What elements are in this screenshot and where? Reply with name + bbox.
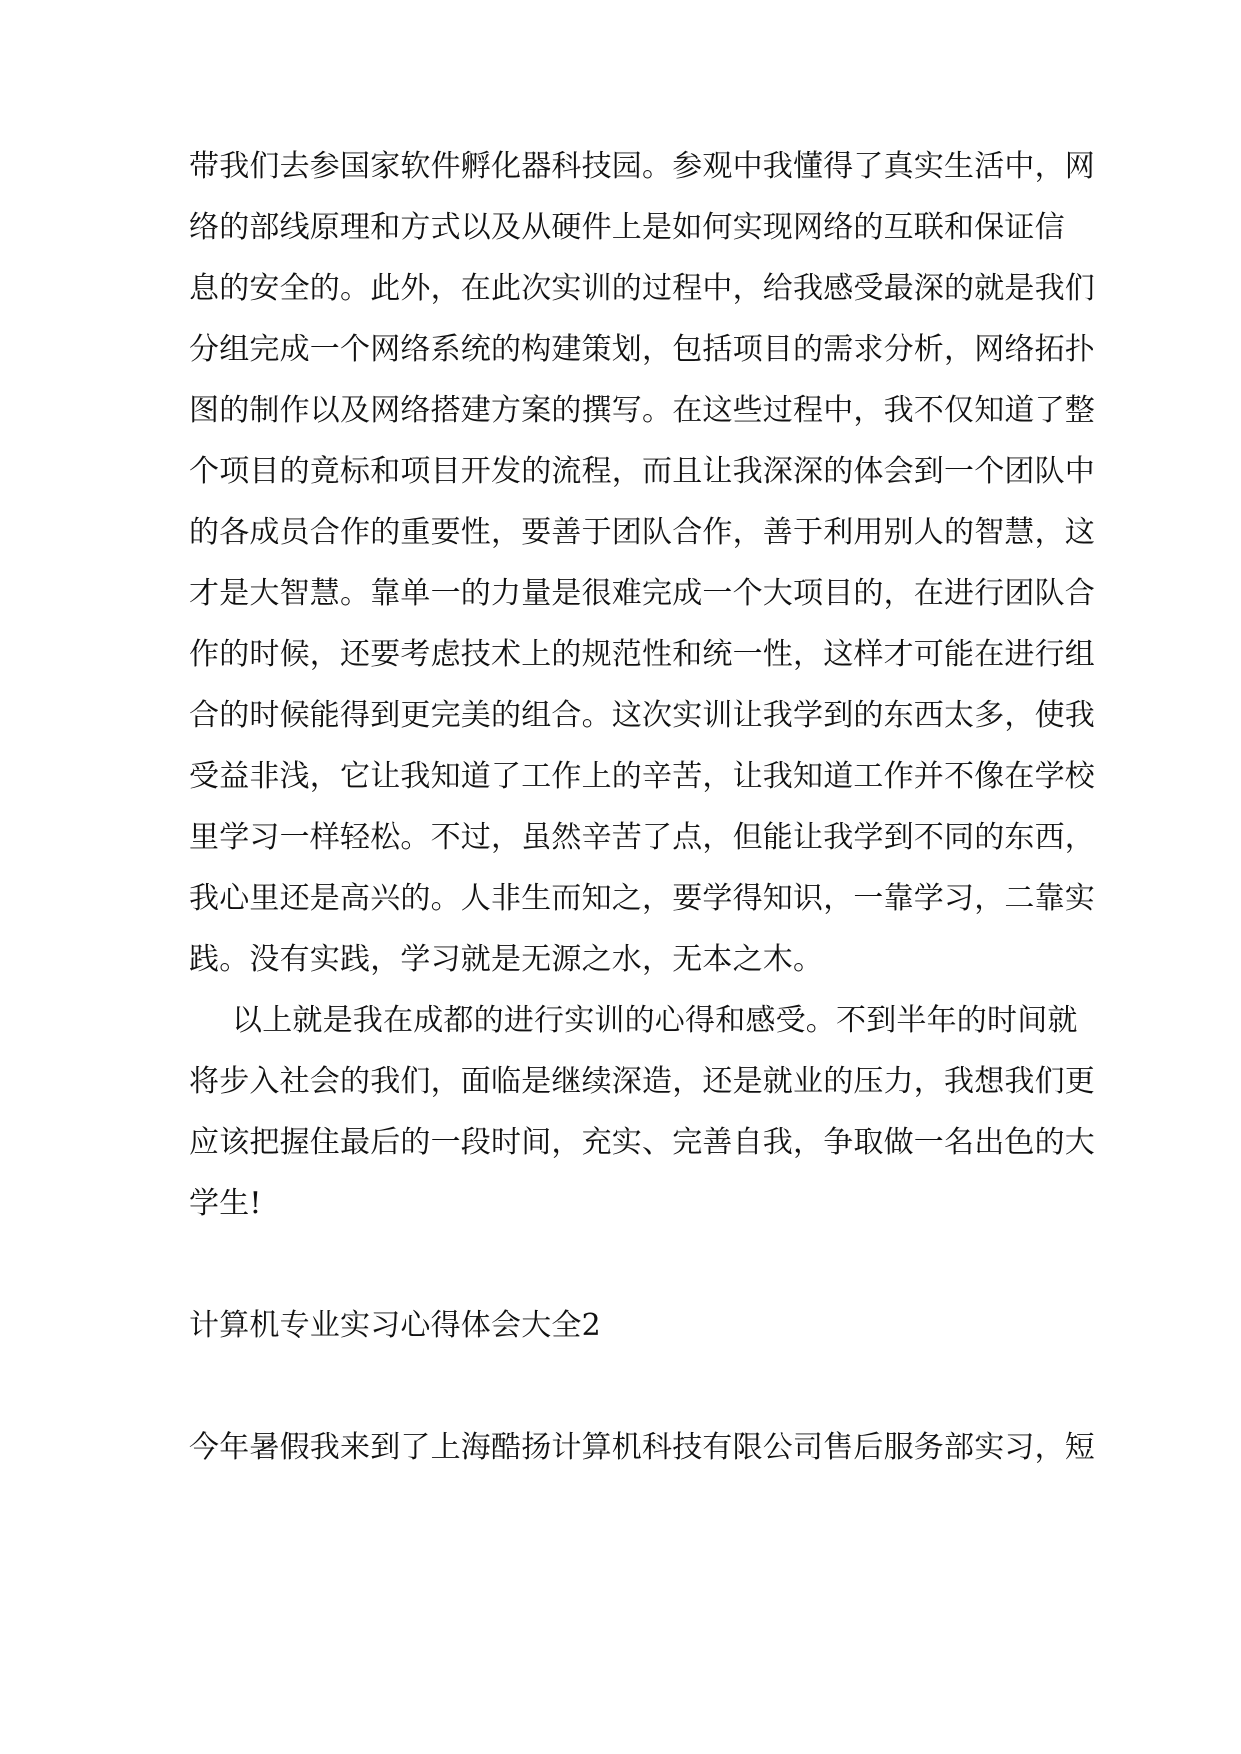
paragraph-line: 今年暑假我来到了上海酷扬计算机科技有限公司售后服务部实习，短 [189, 1430, 1095, 1465]
paragraph-line: 学生! [189, 1186, 262, 1221]
paragraph-line: 受益非浅，它让我知道了工作上的辛苦，让我知道工作并不像在学校 [189, 759, 1095, 794]
paragraph-line: 以上就是我在成都的进行实训的心得和感受。不到半年的时间就 [232, 1003, 1078, 1038]
paragraph-line: 图的制作以及网络搭建方案的撰写。在这些过程中，我不仅知道了整 [189, 393, 1095, 428]
paragraph-line: 践。没有实践，学习就是无源之水，无本之木。 [189, 942, 824, 977]
paragraph-line: 带我们去参国家软件孵化器科技园。参观中我懂得了真实生活中，网 [189, 149, 1095, 184]
paragraph-line: 息的安全的。此外，在此次实训的过程中，给我感受最深的就是我们 [189, 271, 1095, 306]
paragraph-line: 的各成员合作的重要性，要善于团队合作，善于利用别人的智慧，这 [189, 515, 1095, 550]
paragraph-line: 将步入社会的我们，面临是继续深造，还是就业的压力，我想我们更 [189, 1064, 1095, 1099]
paragraph-line: 里学习一样轻松。不过，虽然辛苦了点，但能让我学到不同的东西， [189, 820, 1095, 855]
paragraph-line: 作的时候，还要考虑技术上的规范性和统一性，这样才可能在进行组 [189, 637, 1095, 672]
paragraph-line: 应该把握住最后的一段时间，充实、完善自我，争取做一名出色的大 [189, 1125, 1095, 1160]
paragraph-line: 合的时候能得到更完美的组合。这次实训让我学到的东西太多，使我 [189, 698, 1095, 733]
paragraph-line: 分组完成一个网络系统的构建策划，包括项目的需求分析，网络拓扑 [189, 332, 1095, 367]
paragraph-line: 我心里还是高兴的。人非生而知之，要学得知识，一靠学习，二靠实 [189, 881, 1095, 916]
paragraph-line: 络的部线原理和方式以及从硬件上是如何实现网络的互联和保证信 [189, 210, 1065, 245]
paragraph-line: 才是大智慧。靠单一的力量是很难完成一个大项目的，在进行团队合 [189, 576, 1095, 611]
paragraph-line: 个项目的竟标和项目开发的流程，而且让我深深的体会到一个团队中 [189, 454, 1095, 489]
section-title: 计算机专业实习心得体会大全2 [189, 1308, 601, 1343]
